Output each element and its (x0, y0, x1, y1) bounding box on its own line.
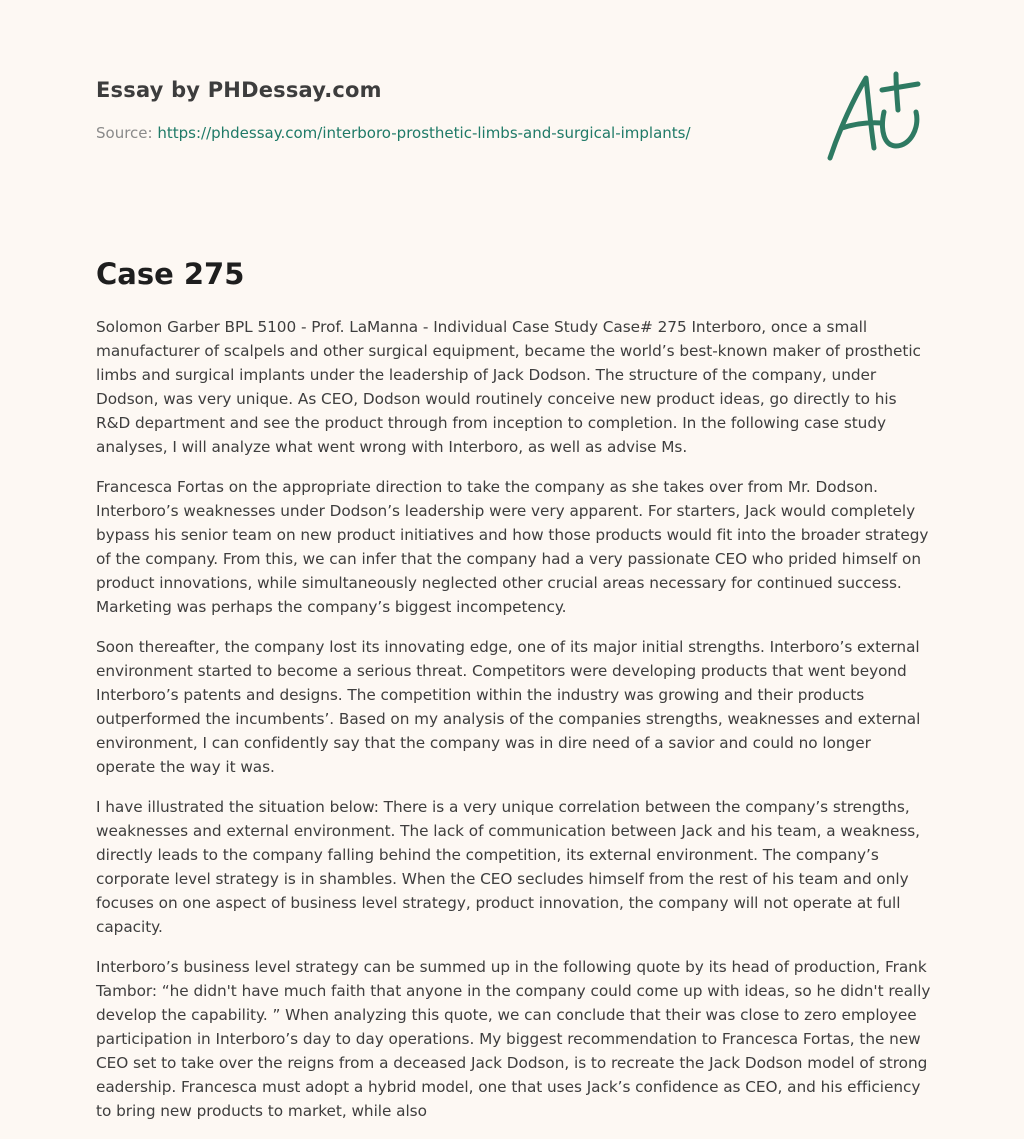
essay-paragraph: Soon thereafter, the company lost its innovating edge, one of its major initial strengths. Interboro’s external environment started to become a serious threat. Competitors were developing products that went beyond Interboro’s patents and designs. The competition within the industry was growing and their products outperformed the incumbents’. Based on my analysis of the companies strengths, weaknesses and external environment, I can confidently say that the company was in dire need of a savior and could no longer operate the way it was. (96, 638, 921, 776)
essay-paragraph: Interboro’s business level strategy can be summed up in the following quote by its head of production, Frank Tambor: “he didn't have much faith that anyone in the company could come up with ideas, so he didn't really develop the capability. ” When analyzing this quote, we can conclude that their was close to zero employee participation in Interboro’s day to day operations. My biggest recommendation to Francesca Fortas, the new CEO set to take over the reigns from a deceased Jack Dodson, is to recreate the Jack Dodson model of strong eadership. Francesca must adopt a hybrid model, one that uses Jack’s confidence as CEO, and his efficiency to bring new products to market, while also (96, 958, 931, 1120)
plus-horizontal-stroke (882, 84, 918, 90)
a-plus-grade-icon (822, 66, 926, 166)
plus-vertical-stroke (896, 74, 898, 110)
document-title: Case 275 (96, 257, 245, 291)
essay-paragraph: Solomon Garber BPL 5100 - Prof. LaManna - Individual Case Study Case# 275 Interboro, once a small manufacturer of scalpels and other surgical equipment, became the world’s best-known maker of prosthetic limbs and surgical implants under the leadership of Jack Dodson. The structure of the company, under Dodson, was very unique. As CEO, Dodson would routinely conceive new product ideas, go directly to his R&D department and see the product through from inception to completion. In the following case study analyses, I will analyze what went wrong with Interboro, as well as advise Ms. (96, 318, 921, 456)
essay-paragraph: Francesca Fortas on the appropriate direction to take the company as she takes over from Mr. Dodson. Interboro’s weaknesses under Dodson’s leadership were very apparent. For starters, Jack would completely bypass his senior team on new product initiatives and how those products would fit into the broader strategy of the company. From this, we can infer that the company had a very passionate CEO who prided himself on product innovations, while simultaneously neglected other crucial areas necessary for continued success. Marketing was perhaps the company’s biggest incompetency. (96, 478, 929, 616)
site-title: Essay by PHDessay.com (96, 78, 382, 102)
a-plus-logo-svg (822, 66, 926, 166)
plus-swoosh-stroke (883, 112, 917, 146)
source-label: Source: (96, 124, 153, 142)
letter-a-crossbar (842, 123, 882, 128)
essay-paragraph: I have illustrated the situation below: There is a very unique correlation between the company’s strengths, weaknesses and external environment. The lack of communication between Jack and his team, a weakness, directly leads to the company falling behind the competition, its external environment. The company’s corporate level strategy is in shambles. When the CEO secludes himself from the rest of his team and only focuses on one aspect of business level strategy, product innovation, the company will not operate at full capacity. (96, 798, 920, 936)
source-link[interactable]: https://phdessay.com/interboro-prosthetic-limbs-and-surgical-implants/ (157, 124, 691, 142)
essay-body (96, 315, 932, 1139)
source-line (96, 123, 796, 143)
letter-a-stroke (830, 78, 874, 158)
site-header (96, 74, 796, 143)
